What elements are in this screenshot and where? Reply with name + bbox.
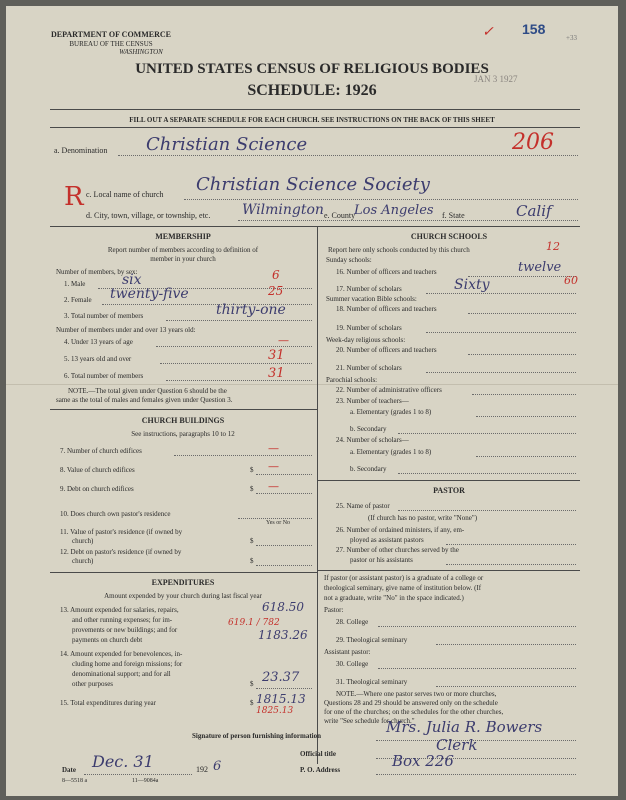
grad-note-2: theological seminary, give name of institution below. (If (324, 584, 482, 592)
q18-label: 18. Number of officers and teachers (336, 305, 437, 313)
q16-value: twelve (518, 260, 562, 275)
q11-label-2: church) (72, 537, 94, 545)
q17-red-value: 60 (564, 274, 578, 287)
q8-value: — (268, 460, 279, 473)
city-label: WASHINGTON (119, 48, 163, 56)
q14-value: 23.37 (262, 670, 300, 685)
q19-label: 19. Number of scholars (336, 324, 402, 332)
q24a-label: a. Elementary (grades 1 to 8) (350, 448, 432, 456)
q13-line-3: provements or new buildings; and for (72, 626, 178, 634)
q27-line-2: pastor or his assistants (350, 556, 413, 564)
q27-line-1: 27. Number of other churches served by the (336, 546, 459, 554)
membership-note-1: NOTE.—The total given under Question 6 should be the (68, 387, 227, 395)
q11-dollar: $ (250, 537, 254, 545)
q25-label: 25. Name of pastor (336, 502, 390, 510)
buildings-title: CHURCH BUILDINGS (141, 416, 225, 425)
schools-intro: Report here only schools conducted by this church (328, 246, 470, 254)
q14-line-3: denominational support; and for all (72, 670, 171, 678)
q12-label-1: 12. Debt on pastor's residence (if owned by (60, 548, 182, 556)
yes-no-hint: Yes or No (266, 520, 291, 526)
q22-label: 22. Number of administrative officers (336, 386, 442, 394)
pastor-note-2: Questions 28 and 29 should be answered only on the schedule (324, 699, 498, 707)
buildings-sub: See instructions, paragraphs 10 to 12 (131, 430, 235, 438)
members-by-sex: Number of members, by sex: (56, 268, 138, 276)
q13-line-1: 13. Amount expended for salaries, repairs, (60, 606, 179, 614)
q11-label-1: 11. Value of pastor's residence (if owned by (60, 528, 183, 536)
expenditures-title: EXPENDITURES (151, 578, 215, 587)
q12-dollar: $ (250, 557, 254, 565)
date-value: Dec. 31 (92, 752, 154, 771)
schools-title: CHURCH SCHOOLS (410, 232, 488, 241)
q17-label: 17. Number of scholars (336, 285, 402, 293)
q14-line-1: 14. Amount expended for benevolences, in- (60, 650, 183, 658)
q29-label: 29. Theological seminary (336, 636, 408, 644)
expenditures-intro: Amount expended by your church during last fiscal year (104, 592, 262, 600)
q15-dollar: $ (250, 699, 254, 707)
city-value: Wilmington (242, 202, 324, 218)
q13-value-b: 1183.26 (258, 628, 308, 642)
summer-schools-head: Summer vacation Bible schools: (326, 295, 417, 303)
q7-value: — (268, 442, 279, 455)
q15-label: 15. Total expenditures during year (60, 699, 156, 707)
year-digit: 6 (213, 759, 222, 774)
grad-note-3: not a graduate, write "No" in the space indicated.) (324, 594, 464, 602)
q21-label: 21. Number of scholars (336, 364, 402, 372)
q1-number: 6 (272, 268, 280, 282)
q1-label: 1. Male (64, 280, 86, 288)
q8-label: 8. Value of church edifices (60, 466, 135, 474)
q13-line-2: and other running expenses; for im- (72, 616, 173, 624)
q25-note: (If church has no pastor, write "None") (368, 514, 478, 522)
state-value: Calif (516, 202, 552, 220)
red-check-mark: ✓ (482, 24, 494, 40)
q2-number: 25 (268, 284, 284, 298)
q17-value: Sixty (454, 277, 490, 293)
pastor-note-1: NOTE.—Where one pastor serves two or more churches, (336, 690, 497, 698)
q6-value: 31 (268, 366, 285, 381)
q30-label: 30. College (336, 660, 369, 668)
q9-value: — (268, 480, 279, 493)
membership-intro-2: member in your church (150, 255, 216, 263)
q8-dollar: $ (250, 466, 254, 474)
q13-value-a: 618.50 (262, 600, 304, 614)
schools-margin-mark: 12 (546, 240, 560, 253)
pastor-sub-label: Pastor: (324, 606, 344, 614)
q24b-label: b. Secondary (350, 465, 387, 473)
stamp-number: 158 (522, 21, 546, 37)
q1-words: six (122, 272, 142, 288)
signature-label: Signature of person furnishing information (192, 732, 321, 740)
local-name-label: c. Local name of church (86, 190, 164, 199)
q16-label: 16. Number of officers and teachers (336, 268, 437, 276)
weekday-schools-head: Week-day religious schools: (326, 336, 406, 344)
form-title: UNITED STATES CENSUS OF RELIGIOUS BODIES (135, 61, 489, 77)
year-prefix: 192 (196, 765, 208, 774)
q12-label-2: church) (72, 557, 94, 565)
q6-label: 6. Total number of members (64, 372, 144, 380)
census-schedule-sheet (6, 6, 618, 796)
membership-note-2: same as the total of males and females given under Question 3. (56, 396, 233, 404)
q23-label: 23. Number of teachers— (336, 397, 409, 405)
po-address-value: Box 226 (392, 752, 454, 770)
q10-label: 10. Does church own pastor's residence (60, 510, 171, 518)
q26-line-1: 26. Number of ordained ministers, if any, em- (336, 526, 465, 534)
sunday-schools-head: Sunday schools: (326, 256, 372, 264)
denomination-value: Christian Science (146, 134, 308, 155)
pastor-title: PASTOR (433, 486, 465, 495)
print-number: 11—9084a (132, 778, 159, 784)
pastor-note-4: write "See schedule for church." (324, 717, 415, 725)
q9-dollar: $ (250, 485, 254, 493)
parochial-schools-head: Parochial schools: (326, 376, 378, 384)
official-title-label: Official title (300, 750, 336, 758)
q3-words: thirty-one (216, 302, 286, 318)
q2-label: 2. Female (64, 296, 92, 304)
q13-red-note: 619.1 / 782 (228, 618, 280, 628)
q31-label: 31. Theological seminary (336, 678, 408, 686)
county-label: e. County (324, 211, 356, 220)
q23b-label: b. Secondary (350, 425, 387, 433)
pastor-note-3: for one of the churches; on the schedules for the other churches, (324, 708, 504, 716)
form-instruction: FILL OUT A SEPARATE SCHEDULE FOR EACH CHURCH. SEE INSTRUCTIONS ON THE BACK OF THIS SHEET (129, 116, 495, 124)
q15-red-value: 1825.13 (256, 706, 294, 716)
grad-note-1: If pastor (or assistant pastor) is a graduate of a college or (324, 574, 484, 582)
q13-line-4: payments on church debt (72, 636, 143, 644)
membership-intro-1: Report number of members according to definition of (107, 246, 259, 254)
q14-line-2: cluding home and foreign missions; for (72, 660, 183, 668)
q28-label: 28. College (336, 618, 369, 626)
assistant-pastor-label: Assistant pastor: (324, 648, 371, 656)
age-head: Number of members under and over 13 years old: (56, 326, 196, 334)
date-label: Date (62, 766, 76, 774)
po-address-label: P. O. Address (300, 766, 341, 774)
local-name-value: Christian Science Society (196, 174, 430, 195)
q20-label: 20. Number of officers and teachers (336, 346, 437, 354)
q4-label: 4. Under 13 years of age (64, 338, 133, 346)
state-label: f. State (442, 211, 465, 220)
q4-value: — (278, 334, 289, 347)
q14-dollar: $ (250, 680, 254, 688)
membership-title: MEMBERSHIP (155, 232, 211, 241)
q14-line-4: other purposes (72, 680, 114, 688)
denomination-code: 206 (512, 130, 554, 155)
q2-words: twenty-five (110, 286, 189, 302)
q23a-label: a. Elementary (grades 1 to 8) (350, 408, 432, 416)
q15-value: 1815.13 (256, 692, 306, 706)
received-date-stamp: JAN 3 1927 (474, 74, 518, 84)
q7-label: 7. Number of church edifices (60, 447, 142, 455)
q5-label: 5. 13 years old and over (64, 355, 132, 363)
county-value: Los Angeles (354, 203, 434, 218)
city-label-field: d. City, town, village, or township, etc. (86, 211, 211, 220)
margin-r-mark: R (64, 182, 84, 212)
denomination-label: a. Denomination (54, 146, 108, 155)
paper-fold (6, 384, 618, 385)
official-title-value: Clerk (436, 736, 478, 754)
form-subtitle: SCHEDULE: 1926 (247, 82, 377, 99)
q24-label: 24. Number of scholars— (336, 436, 409, 444)
q9-label: 9. Debt on church edifices (60, 485, 134, 493)
bureau-label: BUREAU OF THE CENSUS (69, 40, 153, 48)
corner-note: +33 (566, 34, 577, 42)
q5-value: 31 (268, 348, 285, 363)
q3-label: 3. Total number of members (64, 312, 144, 320)
form-number: 8—5518 a (62, 778, 88, 784)
signature-value: Mrs. Julia R. Bowers (386, 718, 543, 736)
q26-line-2: ployed as assistant pastors (350, 536, 424, 544)
department-label: DEPARTMENT OF COMMERCE (50, 30, 171, 39)
